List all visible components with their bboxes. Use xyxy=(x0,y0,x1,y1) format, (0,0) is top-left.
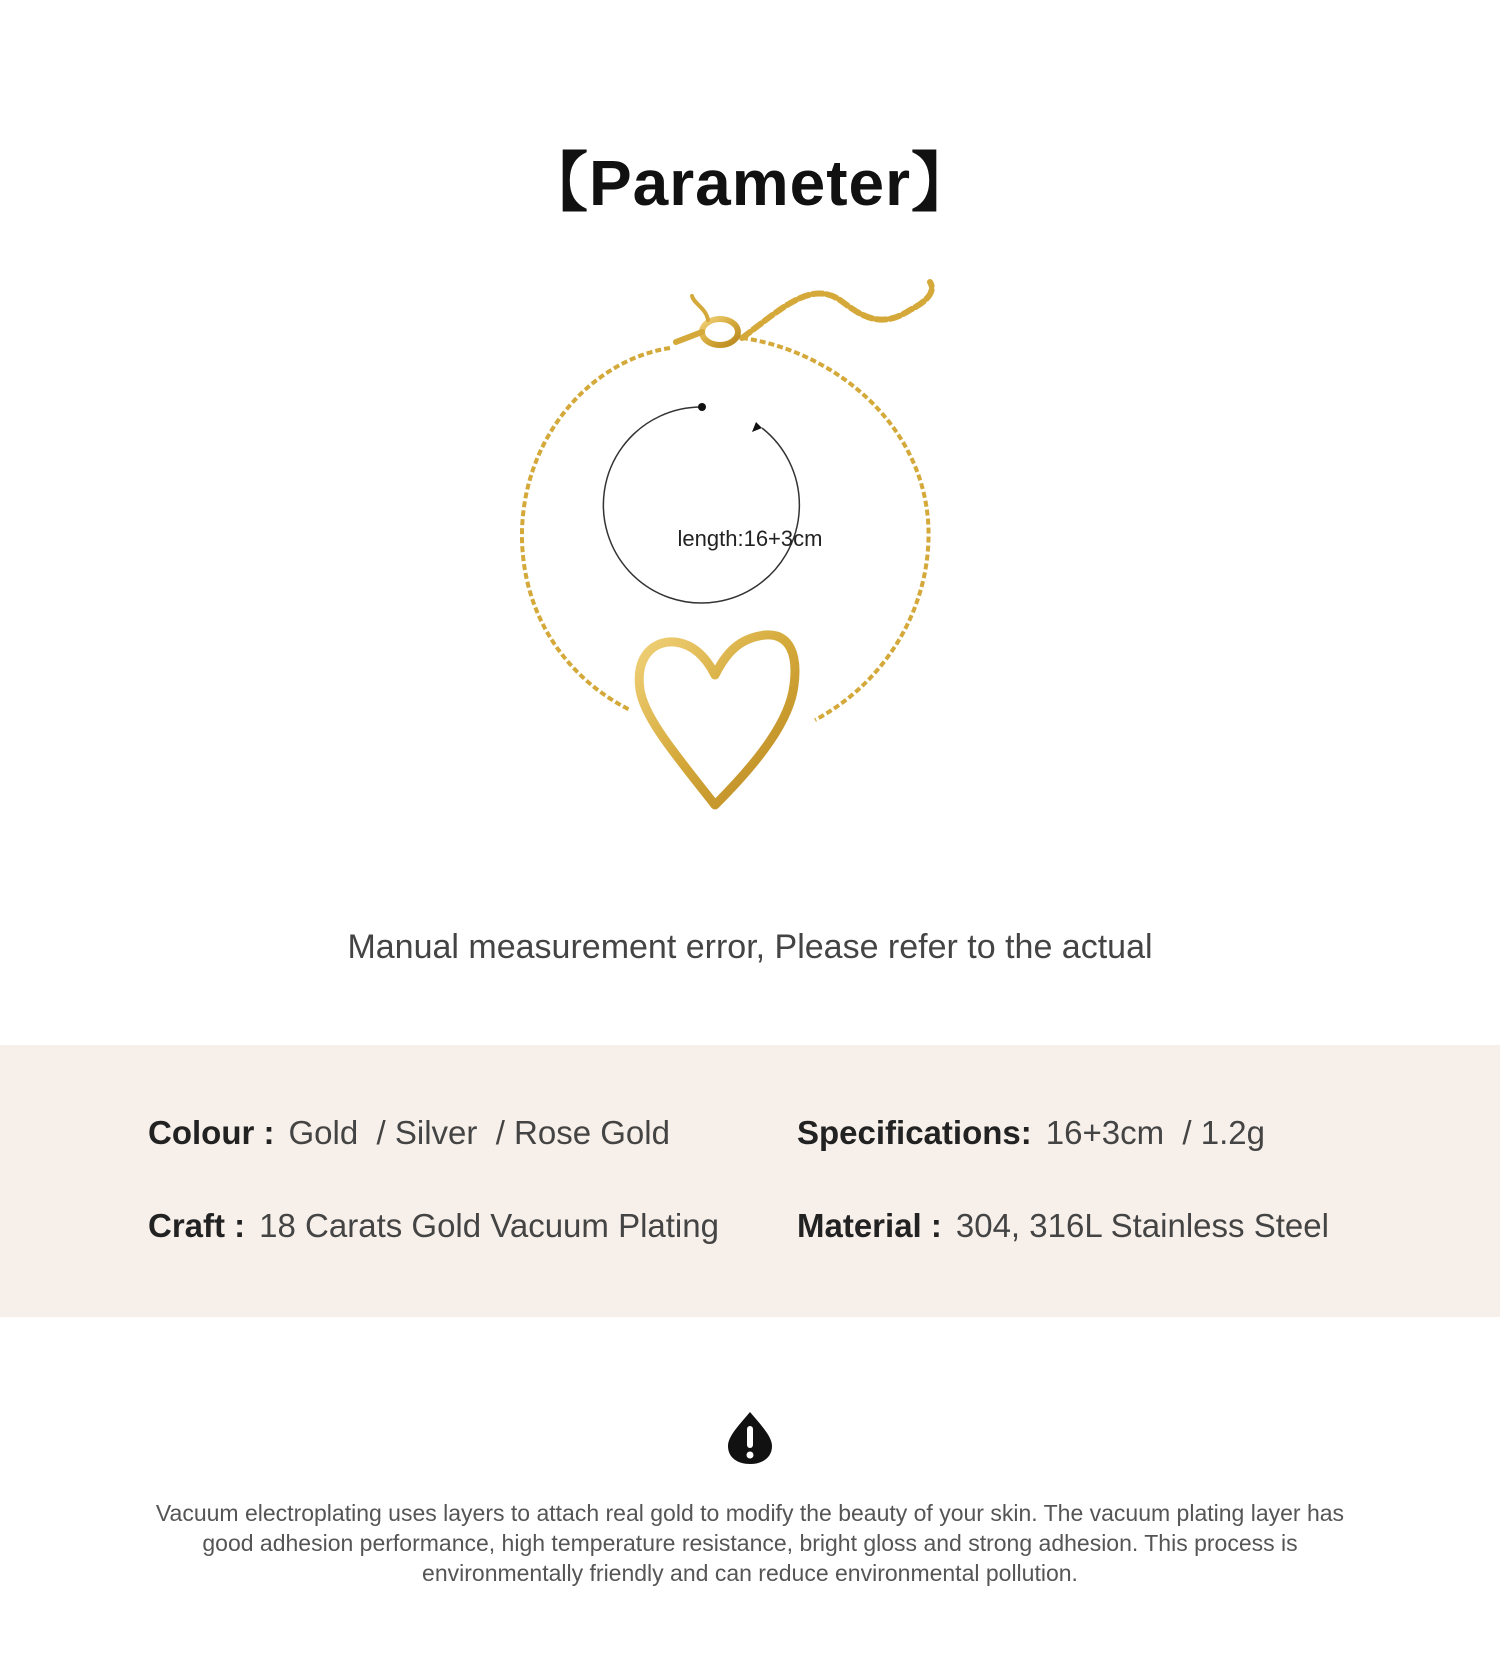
spec-craft xyxy=(148,1207,719,1245)
spec-colour xyxy=(148,1114,670,1152)
measurement-arrowhead xyxy=(752,422,762,432)
heart-bracelet-image xyxy=(480,270,1020,870)
measurement-note: Manual measurement error, Please refer to the actual xyxy=(347,928,1153,966)
spec-colour-value: Gold / Silver / Rose Gold xyxy=(288,1114,670,1151)
extender-chain xyxy=(742,282,932,338)
spec-specifications-label: Specifications: xyxy=(797,1114,1032,1151)
spec-material-value: 304, 316L Stainless Steel xyxy=(955,1207,1329,1244)
spec-specifications xyxy=(797,1114,1265,1152)
spec-material xyxy=(797,1207,1329,1245)
measurement-start-dot xyxy=(698,403,706,411)
spec-craft-value: 18 Carats Gold Vacuum Plating xyxy=(259,1207,719,1244)
lobster-clasp xyxy=(676,296,738,345)
spec-specifications-value: 16+3cm / 1.2g xyxy=(1045,1114,1265,1151)
length-label: length:16+3cm xyxy=(677,526,823,551)
plating-description: Vacuum electroplating uses layers to attach real gold to modify the beauty of your skin. The vacuum plating layer has good adhesion performance, high temperature resistance, bright gloss and strong adhesion. This process is environmentally friendly and can reduce environmental pollution. xyxy=(155,1500,1345,1586)
spec-colour-label: Colour : xyxy=(148,1114,275,1151)
spec-craft-label: Craft : xyxy=(148,1207,246,1244)
heart-pendant xyxy=(639,635,795,805)
exclamation-icon xyxy=(726,1410,774,1466)
spec-band xyxy=(0,1045,1500,1317)
page-title: 【Parameter】 xyxy=(523,147,977,219)
measurement-circle xyxy=(603,407,799,603)
spec-material-label: Material : xyxy=(797,1207,942,1244)
